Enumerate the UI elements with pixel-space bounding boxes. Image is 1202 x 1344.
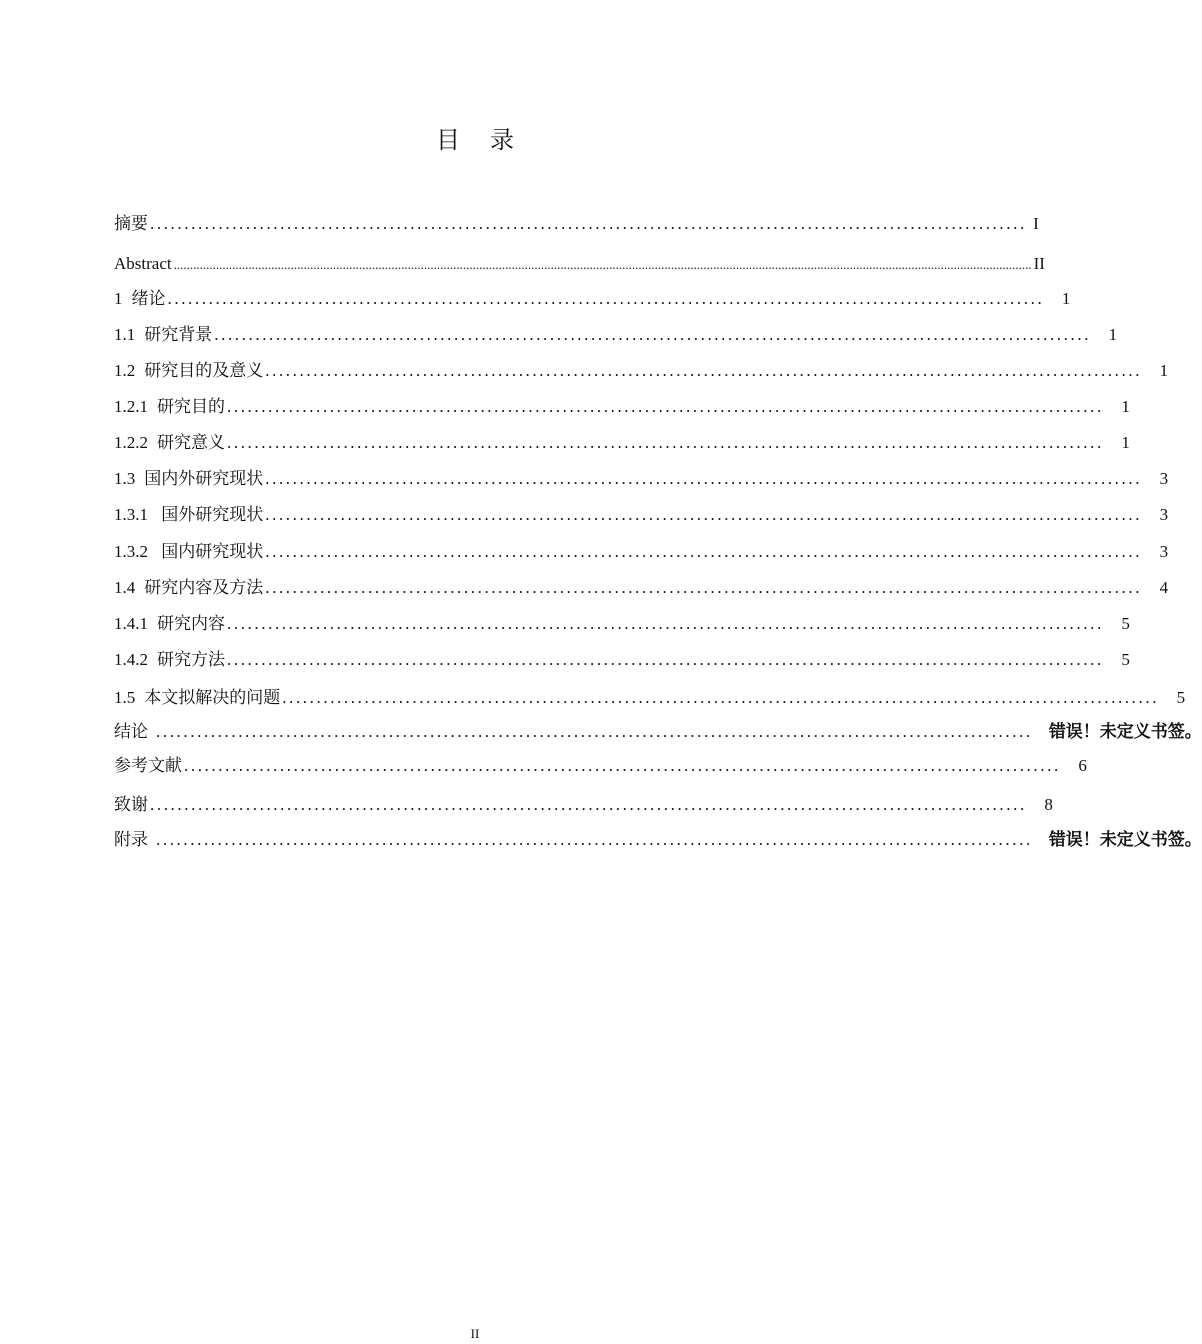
toc-entry-page: 3 [1159, 542, 1169, 561]
dot-leader: ........................................................................................................................................................................................................................................................................ [173, 257, 1032, 272]
toc-entry-page: 1 [1159, 361, 1169, 380]
toc-entry[interactable] [114, 503, 1169, 527]
toc-title-char-1: 目 [436, 126, 460, 154]
toc-entry-label: 研究方法 [157, 650, 225, 669]
toc-entry-label: 研究内容及方法 [144, 578, 264, 597]
toc-entry-label: 致谢 [114, 795, 148, 814]
toc-entry[interactable] [114, 395, 1130, 419]
dot-leader: ................................................................................................................................ [265, 361, 1143, 380]
dot-leader: ................................................................................................................................ [150, 214, 1027, 233]
toc-entry[interactable] [114, 323, 1118, 347]
toc-entry[interactable] [114, 431, 1130, 455]
toc-entry-number: 1.1 [114, 325, 136, 344]
toc-entry-page: 1 [1121, 433, 1130, 452]
toc-entry-page: 错误！未定义书签。 [1048, 722, 1202, 742]
toc-entry-page: 1 [1121, 397, 1130, 416]
dot-leader: ................................................................................................................................ [227, 433, 1104, 452]
toc-entry[interactable] [114, 648, 1130, 672]
dot-leader: ................................................................................................................................ [265, 578, 1143, 597]
toc-entry-page: 1 [1108, 325, 1118, 344]
toc-entry-page: 3 [1159, 505, 1169, 524]
toc-entry[interactable] [114, 828, 1202, 852]
toc-title-char-2: 录 [490, 126, 514, 154]
toc-entry-page: 8 [1044, 795, 1053, 814]
toc-entry-label: 本文拟解决的问题 [144, 688, 281, 707]
dot-leader: ................................................................................................................................ [167, 289, 1045, 308]
toc-entry-label: 国内外研究现状 [144, 469, 264, 488]
toc-entry-page: 5 [1176, 688, 1186, 707]
toc-entry-label: 参考文献 [114, 756, 182, 775]
toc-entry-label: 研究背景 [144, 325, 213, 344]
dot-leader: ................................................................................................................................ [156, 830, 1033, 849]
dot-leader: ................................................................................................................................ [227, 650, 1104, 669]
dot-leader: ................................................................................................................................ [265, 505, 1143, 524]
toc-entry-label: Abstract [114, 254, 172, 273]
toc-entry-page: 5 [1121, 614, 1130, 633]
toc-entry[interactable] [114, 359, 1169, 383]
dot-leader: ................................................................................................................................ [282, 688, 1160, 707]
toc-entry[interactable] [114, 287, 1071, 311]
toc-entry-page: 1 [1061, 289, 1071, 308]
toc-entry-number: 1.4.2 [114, 650, 148, 669]
toc-entry[interactable] [114, 720, 1202, 744]
page-number-footer: II [470, 1326, 480, 1341]
dot-leader: ................................................................................................................................ [227, 397, 1104, 416]
dot-leader: ................................................................................................................................ [156, 722, 1033, 741]
toc-entry-page: II [1033, 254, 1045, 273]
toc-entry-number: 1.4.1 [114, 614, 148, 633]
toc-entry[interactable] [114, 576, 1169, 600]
dot-leader: ................................................................................................................................ [150, 795, 1027, 814]
toc-entry-label: 绪论 [131, 289, 166, 308]
toc-entry[interactable] [114, 612, 1130, 636]
toc-entry-page: 错误！未定义书签。 [1048, 830, 1202, 850]
dot-leader: ................................................................................................................................ [184, 756, 1061, 775]
toc-entry-page: 6 [1078, 756, 1087, 775]
toc-entry-number: 1.3.2 [114, 542, 148, 561]
toc-entry-label: 摘要 [114, 214, 148, 233]
dot-leader: ................................................................................................................................ [265, 469, 1143, 488]
toc-entry-label: 研究目的及意义 [144, 361, 264, 380]
toc-entry-label: 研究意义 [157, 433, 225, 452]
toc-entry-number: 1.2.2 [114, 433, 148, 452]
toc-entry-number: 1.2.1 [114, 397, 148, 416]
toc-entry-page: 3 [1159, 469, 1169, 488]
toc-entry-page: 5 [1121, 650, 1130, 669]
toc-entry[interactable] [114, 252, 1045, 276]
toc-title [0, 120, 950, 155]
toc-entry-number: 1.3 [114, 469, 136, 488]
dot-leader: ................................................................................................................................ [214, 325, 1092, 344]
toc-entry-number: 1.3.1 [114, 505, 148, 524]
toc-entry-label: 国外研究现状 [157, 505, 264, 524]
toc-entry-page: 4 [1159, 578, 1169, 597]
toc-entry-label: 研究内容 [157, 614, 225, 633]
toc-entry-number: 1.5 [114, 688, 136, 707]
toc-entry-page: I [1033, 214, 1039, 233]
toc-entry[interactable] [114, 793, 1053, 817]
toc-entry-label: 结论 [114, 722, 148, 741]
dot-leader: ................................................................................................................................ [227, 614, 1104, 633]
toc-entry[interactable] [114, 754, 1087, 778]
toc-entry[interactable] [114, 686, 1186, 710]
toc-entry-label: 研究目的 [157, 397, 225, 416]
toc-entry-number: 1.2 [114, 361, 136, 380]
toc-entry-number: 1 [114, 289, 123, 308]
toc-entry-number: 1.4 [114, 578, 136, 597]
toc-entry[interactable] [114, 212, 1039, 236]
toc-entry-label: 附录 [114, 830, 148, 849]
toc-entry[interactable] [114, 467, 1169, 491]
dot-leader: ................................................................................................................................ [265, 542, 1143, 561]
toc-entry[interactable] [114, 540, 1169, 564]
toc-entry-label: 国内研究现状 [157, 542, 264, 561]
